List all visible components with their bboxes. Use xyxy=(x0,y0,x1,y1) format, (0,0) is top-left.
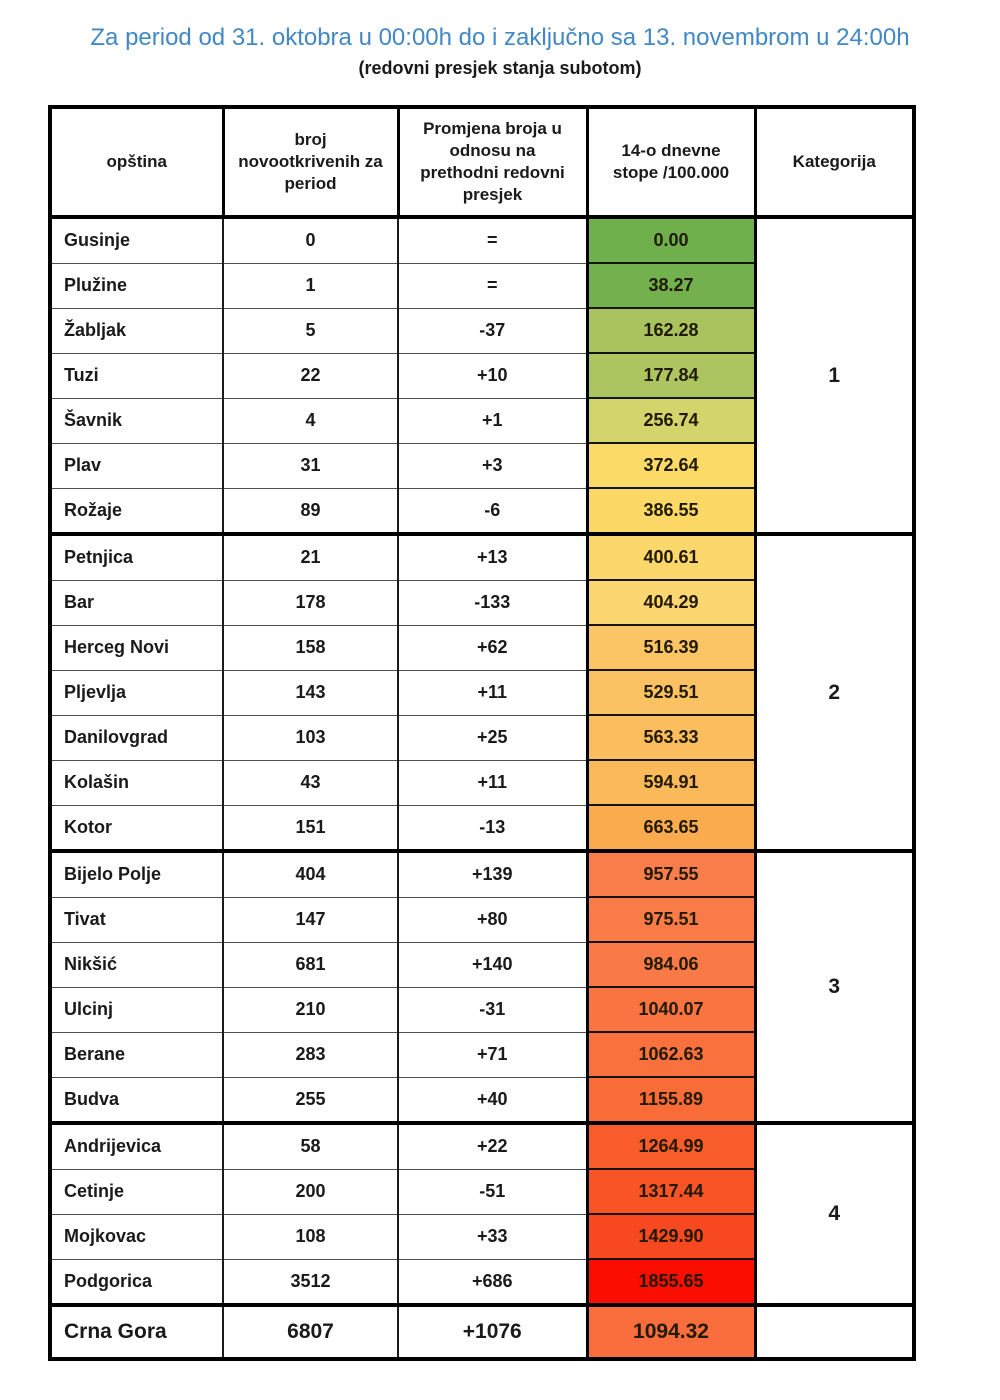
new-cases-cell: 43 xyxy=(223,760,398,805)
rate-cell: 1429.90 xyxy=(587,1214,755,1259)
new-cases-cell: 4 xyxy=(223,398,398,443)
change-cell: -133 xyxy=(398,580,587,625)
new-cases-cell: 681 xyxy=(223,942,398,987)
rate-cell: 177.84 xyxy=(587,353,755,398)
header-change: Promjena broja u odnosu na prethodni redovni presjek xyxy=(398,107,587,217)
rate-cell: 162.28 xyxy=(587,308,755,353)
page-subtitle: (redovni presjek stanja subotom) xyxy=(358,58,642,78)
change-cell: +140 xyxy=(398,942,587,987)
new-cases-cell: 0 xyxy=(223,217,398,263)
new-cases-cell: 103 xyxy=(223,715,398,760)
table-header xyxy=(50,107,914,217)
new-cases-cell: 89 xyxy=(223,488,398,534)
change-cell: = xyxy=(398,217,587,263)
rate-cell: 563.33 xyxy=(587,715,755,760)
new-cases-cell: 255 xyxy=(223,1077,398,1123)
header-rate: 14-o dnevne stope /100.000 xyxy=(587,107,755,217)
new-cases-cell: 3512 xyxy=(223,1259,398,1305)
municipality-cell: Berane xyxy=(50,1032,223,1077)
municipality-cell: Herceg Novi xyxy=(50,625,223,670)
rate-cell: 957.55 xyxy=(587,851,755,897)
header-category: Kategorija xyxy=(755,107,914,217)
change-cell: +3 xyxy=(398,443,587,488)
rate-cell: 1855.65 xyxy=(587,1259,755,1305)
change-cell: -6 xyxy=(398,488,587,534)
table-row xyxy=(50,534,914,580)
total-rate-cell: 1094.32 xyxy=(587,1305,755,1359)
municipality-cell: Tuzi xyxy=(50,353,223,398)
change-cell: +10 xyxy=(398,353,587,398)
municipality-cell: Podgorica xyxy=(50,1259,223,1305)
change-cell: +40 xyxy=(398,1077,587,1123)
change-cell: +686 xyxy=(398,1259,587,1305)
table-row xyxy=(50,851,914,897)
municipality-cell: Ulcinj xyxy=(50,987,223,1032)
change-cell: +80 xyxy=(398,897,587,942)
municipality-cell: Kolašin xyxy=(50,760,223,805)
rate-cell: 404.29 xyxy=(587,580,755,625)
page-title: Za period od 31. oktobra u 00:00h do i zaključno sa 13. novembrom u 24:00h xyxy=(90,24,910,51)
municipality-cell: Cetinje xyxy=(50,1169,223,1214)
municipality-cell: Budva xyxy=(50,1077,223,1123)
change-cell: +1 xyxy=(398,398,587,443)
change-cell: +11 xyxy=(398,760,587,805)
rate-cell: 529.51 xyxy=(587,670,755,715)
table-row xyxy=(50,1123,914,1169)
municipality-cell: Tivat xyxy=(50,897,223,942)
municipality-cell: Plužine xyxy=(50,263,223,308)
municipality-cell: Kotor xyxy=(50,805,223,851)
category-cell: 4 xyxy=(755,1123,914,1305)
rate-cell: 1040.07 xyxy=(587,987,755,1032)
rate-cell: 1155.89 xyxy=(587,1077,755,1123)
municipality-cell: Žabljak xyxy=(50,308,223,353)
municipality-cell: Gusinje xyxy=(50,217,223,263)
change-cell: +71 xyxy=(398,1032,587,1077)
municipality-cell: Nikšić xyxy=(50,942,223,987)
municipality-cell: Bijelo Polje xyxy=(50,851,223,897)
total-name-cell: Crna Gora xyxy=(50,1305,223,1359)
new-cases-cell: 5 xyxy=(223,308,398,353)
change-cell: +22 xyxy=(398,1123,587,1169)
municipality-cell: Petnjica xyxy=(50,534,223,580)
municipality-cell: Rožaje xyxy=(50,488,223,534)
change-cell: +11 xyxy=(398,670,587,715)
municipality-cell: Andrijevica xyxy=(50,1123,223,1169)
rate-cell: 975.51 xyxy=(587,897,755,942)
rate-cell: 1062.63 xyxy=(587,1032,755,1077)
new-cases-cell: 283 xyxy=(223,1032,398,1077)
header-new-cases: broj novootkrivenih za period xyxy=(223,107,398,217)
rate-cell: 1264.99 xyxy=(587,1123,755,1169)
change-cell: = xyxy=(398,263,587,308)
new-cases-cell: 1 xyxy=(223,263,398,308)
new-cases-cell: 158 xyxy=(223,625,398,670)
total-change-cell: +1076 xyxy=(398,1305,587,1359)
rate-cell: 594.91 xyxy=(587,760,755,805)
new-cases-cell: 143 xyxy=(223,670,398,715)
municipality-cell: Bar xyxy=(50,580,223,625)
change-cell: -37 xyxy=(398,308,587,353)
rate-cell: 984.06 xyxy=(587,942,755,987)
municipality-cell: Pljevlja xyxy=(50,670,223,715)
covid-municipality-table xyxy=(48,105,916,1361)
municipality-cell: Šavnik xyxy=(50,398,223,443)
change-cell: -31 xyxy=(398,987,587,1032)
table-body xyxy=(50,217,914,1359)
table-row xyxy=(50,217,914,263)
municipality-cell: Mojkovac xyxy=(50,1214,223,1259)
municipality-cell: Plav xyxy=(50,443,223,488)
rate-cell: 0.00 xyxy=(587,217,755,263)
rate-cell: 516.39 xyxy=(587,625,755,670)
municipality-cell: Danilovgrad xyxy=(50,715,223,760)
category-cell: 1 xyxy=(755,217,914,534)
new-cases-cell: 58 xyxy=(223,1123,398,1169)
change-cell: +33 xyxy=(398,1214,587,1259)
change-cell: -51 xyxy=(398,1169,587,1214)
rate-cell: 663.65 xyxy=(587,805,755,851)
change-cell: +139 xyxy=(398,851,587,897)
total-row xyxy=(50,1305,914,1359)
total-category-cell xyxy=(755,1305,914,1359)
new-cases-cell: 200 xyxy=(223,1169,398,1214)
rate-cell: 400.61 xyxy=(587,534,755,580)
change-cell: +13 xyxy=(398,534,587,580)
header-municipality: opština xyxy=(50,107,223,217)
rate-cell: 1317.44 xyxy=(587,1169,755,1214)
rate-cell: 256.74 xyxy=(587,398,755,443)
new-cases-cell: 22 xyxy=(223,353,398,398)
category-cell: 3 xyxy=(755,851,914,1123)
rate-cell: 372.64 xyxy=(587,443,755,488)
header-row xyxy=(50,107,914,217)
change-cell: +25 xyxy=(398,715,587,760)
change-cell: -13 xyxy=(398,805,587,851)
category-cell: 2 xyxy=(755,534,914,851)
new-cases-cell: 21 xyxy=(223,534,398,580)
new-cases-cell: 178 xyxy=(223,580,398,625)
new-cases-cell: 404 xyxy=(223,851,398,897)
new-cases-cell: 108 xyxy=(223,1214,398,1259)
total-new-cases-cell: 6807 xyxy=(223,1305,398,1359)
new-cases-cell: 151 xyxy=(223,805,398,851)
rate-cell: 38.27 xyxy=(587,263,755,308)
rate-cell: 386.55 xyxy=(587,488,755,534)
new-cases-cell: 210 xyxy=(223,987,398,1032)
new-cases-cell: 31 xyxy=(223,443,398,488)
change-cell: +62 xyxy=(398,625,587,670)
new-cases-cell: 147 xyxy=(223,897,398,942)
